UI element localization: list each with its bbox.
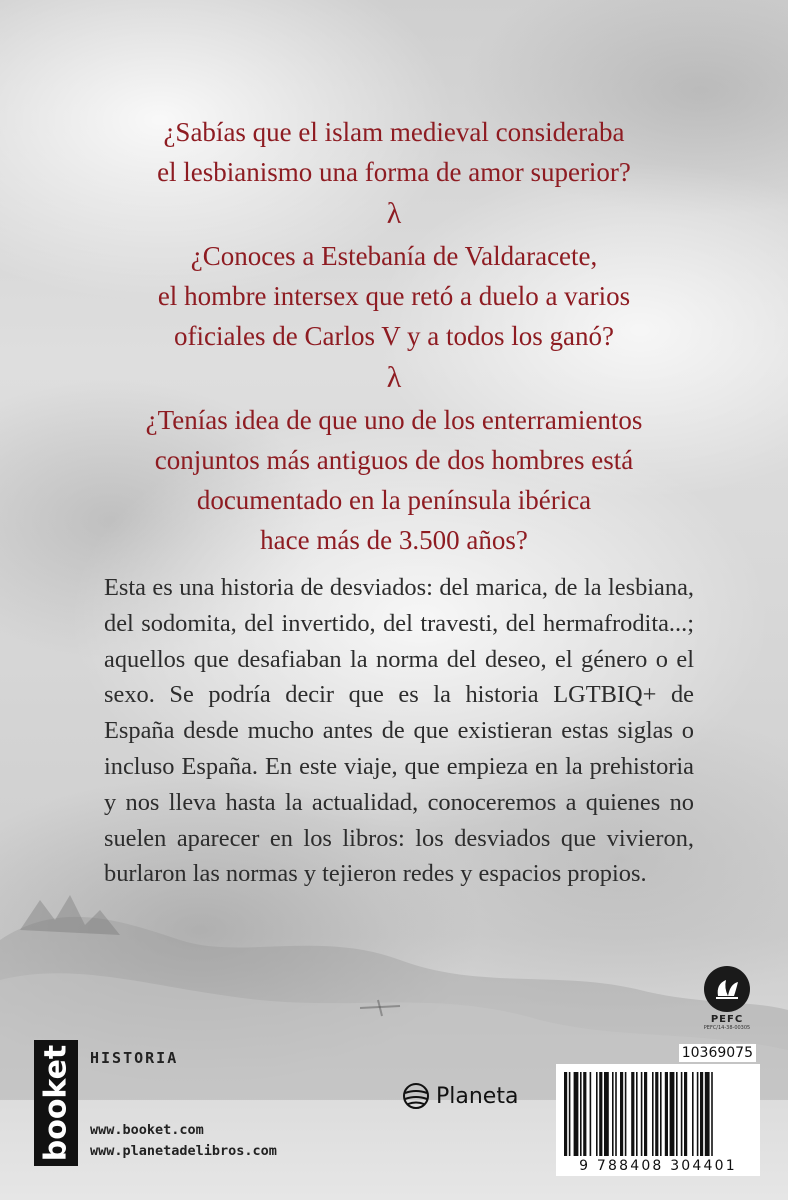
pefc-tree-icon [704, 966, 750, 1012]
booket-logo: booket [34, 1040, 78, 1166]
lambda-separator: λ [386, 361, 402, 394]
barcode-bar [705, 1072, 710, 1156]
question-line: el lesbianismo una forma de amor superior? [157, 157, 631, 187]
barcode-bar [652, 1072, 654, 1156]
question-line: ¿Conoces a Estebanía de Valdaracete, [190, 241, 598, 271]
barcode-bar [564, 1072, 567, 1156]
barcode-bar [641, 1072, 643, 1156]
barcode-bar [604, 1072, 609, 1156]
questions-block [60, 112, 728, 560]
barcode-bar [612, 1072, 614, 1156]
barcode-bar [596, 1072, 598, 1156]
planeta-logo [402, 1078, 518, 1114]
question-3 [60, 400, 728, 560]
pefc-badge [696, 966, 758, 1031]
barcode-bar [681, 1072, 683, 1156]
barcode-bar [655, 1072, 658, 1156]
barcode-bar [692, 1072, 694, 1156]
question-line: oficiales de Carlos V y a todos los ganó? [174, 321, 614, 351]
planeta-globe-icon [402, 1082, 430, 1110]
barcode-bar [636, 1072, 638, 1156]
synopsis-text: Esta es una historia de desviados: del marica, de la lesbiana, del sodomita, del invertido, del travesti, del hermafrodita...; aquellos que desafiaban la norma del deseo, el género o el sexo. Se podría decir que es la historia LGTBIQ+ de España desde mucho antes de que existieran estas siglas o incluso España. En este viaje, que empieza en la prehistoria y nos lleva hasta la actualidad, conoceremos a quienes no suelen aparecer en los libros: los desviados que vivieron, burlaron las normas y tejieron redes y espacios propios. [104, 574, 694, 888]
barcode-bar [590, 1072, 592, 1156]
barcode-bar [625, 1072, 627, 1156]
question-line: hace más de 3.500 años? [260, 525, 528, 555]
barcode-bar [580, 1072, 582, 1156]
barcode-bar [599, 1072, 602, 1156]
publisher-urls [90, 1120, 277, 1162]
barcode-bar [670, 1072, 675, 1156]
barcode-bar [700, 1072, 703, 1156]
product-code: 10369075 [679, 1044, 756, 1062]
pefc-label: PEFC [710, 1014, 744, 1025]
barcode-bar [711, 1072, 713, 1156]
pefc-code: PEFC/14-38-00305 [703, 1025, 751, 1031]
question-line: documentado en la península ibérica [196, 485, 592, 515]
barcode-bar [665, 1072, 668, 1156]
barcode-bar [620, 1072, 623, 1156]
category-label: HISTORIA [90, 1049, 179, 1067]
barcode-bar [660, 1072, 662, 1156]
barcode-bar [697, 1072, 699, 1156]
barcode-bar [569, 1072, 571, 1156]
question-line: el hombre intersex que retó a duelo a varios [157, 281, 631, 311]
barcode-bar [574, 1072, 579, 1156]
barcode-bar [676, 1072, 678, 1156]
barcode-bar [615, 1072, 617, 1156]
planeta-label: Planeta [436, 1083, 519, 1109]
barcode-bar [583, 1072, 586, 1156]
barcode-bar [631, 1072, 634, 1156]
lambda-separator: λ [386, 197, 402, 230]
barcode-bars [562, 1072, 756, 1156]
isbn-digits: 9 788408 304401 [579, 1158, 737, 1174]
url-booket[interactable]: www.booket.com [90, 1122, 204, 1138]
question-1 [60, 112, 728, 192]
question-line: ¿Sabías que el islam medieval consideraba [163, 117, 625, 147]
barcode-bar [684, 1072, 687, 1156]
question-line: conjuntos más antiguos de dos hombres está [154, 445, 634, 475]
question-2 [60, 236, 728, 356]
url-planetadelibros[interactable]: www.planetadelibros.com [90, 1143, 277, 1159]
barcode-area [556, 1045, 760, 1176]
question-line: ¿Tenías idea de que uno de los enterramientos [145, 405, 643, 435]
barcode-bar [644, 1072, 647, 1156]
